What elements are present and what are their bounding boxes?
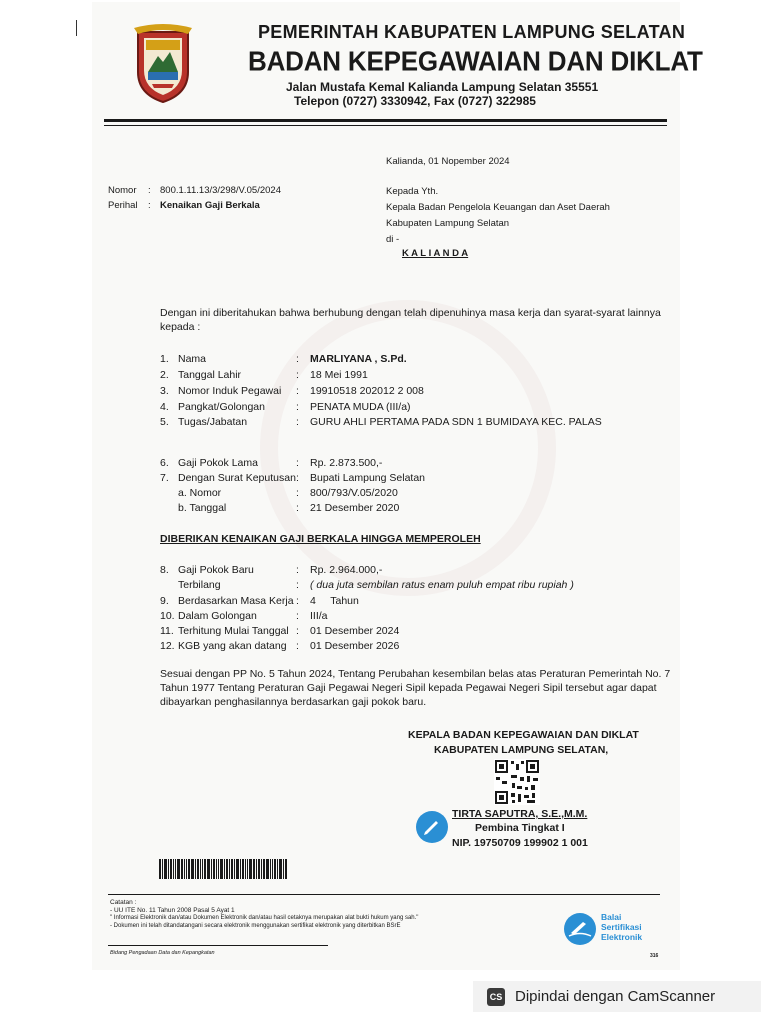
field-row: 3. Nomor Induk Pegawai : 19910518 202012 2 008 (160, 385, 424, 397)
bsre-label-2: Sertifikasi (601, 922, 642, 932)
field-row: 4. Pangkat/Golongan : PENATA MUDA (III/a) (160, 401, 411, 413)
signatory-name: TIRTA SAPUTRA, S.E.,M.M. (452, 808, 588, 820)
field-row: a. Nomor : 800/793/V.05/2020 (178, 487, 398, 499)
pen-signature-icon (422, 817, 442, 837)
header-government-name: PEMERINTAH KABUPATEN LAMPUNG SELATAN (258, 22, 686, 42)
field-row: Terbilang : ( dua juta sembilan ratus enam puluh empat ribu rupiah ) (178, 579, 574, 591)
recipient-line-1: Kepada Yth. (386, 186, 439, 197)
field-row: b. Tanggal : 21 Desember 2020 (178, 502, 400, 514)
closing-line-1: Sesuai dengan PP No. 5 Tahun 2024, Tentang Perubahan kesembilan belas atas Peraturan Pemerintah No. 7 (160, 668, 671, 680)
signature-title-1: KEPALA BADAN KEPEGAWAIAN DAN DIKLAT (408, 729, 639, 741)
perihal-label: Perihal (108, 200, 138, 211)
recipient-city: K A L I A N D A (402, 248, 469, 259)
nomor-value: 800.1.11.13/3/298/V.05/2024 (160, 185, 281, 196)
field-row: 7. Dengan Surat Keputusan: Bupati Lampung Selatan (160, 472, 426, 484)
footer-department: Bidang Pengadaan Data dan Kepangkatan (110, 950, 215, 956)
field-row: 11. Terhitung Mulai Tanggal : 01 Desember 2024 (160, 625, 400, 637)
field-row: 12. KGB yang akan datang : 01 Desember 2026 (160, 640, 400, 652)
signatory-nip: NIP. 19750709 199902 1 001 (452, 837, 588, 849)
closing-line-3: dibayarkan penghasilannya berdasarkan gaji pokok baru. (160, 696, 427, 708)
recipient-line-2: Kepala Badan Pengelola Keuangan dan Aset Daerah (386, 202, 610, 213)
notes-divider (108, 894, 660, 895)
field-row: 9. Berdasarkan Masa Kerja : 4 Tahun (160, 595, 359, 607)
signature-title-2: KABUPATEN LAMPUNG SELATAN, (434, 744, 609, 756)
field-row: 10. Dalam Golongan : III/a (160, 610, 328, 622)
footer-divider (108, 945, 328, 946)
notes-heading: Catatan : (110, 899, 137, 906)
signatory-rank: Pembina Tingkat I (475, 822, 565, 834)
field-row: 2. Tanggal Lahir : 18 Mei 1991 (160, 369, 368, 381)
camscanner-badge (473, 981, 761, 1012)
field-row: 8. Gaji Pokok Baru : Rp. 2.964.000,- (160, 564, 383, 576)
notes-line-1: - UU ITE No. 11 Tahun 2008 Pasal 5 Ayat 1 (110, 907, 235, 914)
bsre-label-1: Balai (601, 912, 622, 922)
recipient-line-4: di - (386, 234, 400, 245)
header-address: Jalan Mustafa Kemal Kalianda Lampung Selatan 35551 (286, 80, 599, 94)
intro-line-1: Dengan ini diberitahukan bahwa berhubung dengan telah dipenuhinya masa kerja dan syarat-syarat lainnya (160, 307, 661, 319)
header-phone: Telepon (0727) 3330942, Fax (0727) 322985 (294, 94, 536, 108)
page-code: 316 (650, 953, 659, 959)
regency-emblem-icon (132, 22, 194, 104)
bsre-pen-icon (568, 919, 592, 939)
section-heading: DIBERIKAN KENAIKAN GAJI BERKALA HINGGA MEMPEROLEH (160, 533, 481, 545)
camscanner-icon: CS (487, 988, 505, 1006)
closing-line-2: Tahun 1977 Tentang Peraturan Gaji Pegawai Negeri Sipil kepada Pegawai Negeri Sipil tersebut agar dapat (160, 682, 657, 694)
letter-date: Kalianda, 01 Nopember 2024 (386, 156, 510, 167)
intro-line-2: kepada : (160, 321, 201, 333)
header-rule-thick (104, 119, 667, 122)
qr-code-icon (494, 759, 540, 805)
field-row: 6. Gaji Pokok Lama : Rp. 2.873.500,- (160, 457, 383, 469)
header-rule-thin (104, 125, 667, 126)
field-row: 5. Tugas/Jabatan : GURU AHLI PERTAMA PADA SDN 1 BUMIDAYA KEC. PALAS (160, 416, 602, 428)
watermark-emblem (260, 300, 556, 596)
scan-edge-mark (76, 20, 77, 36)
bsre-label-3: Elektronik (601, 932, 643, 942)
notes-line-2: " Informasi Elektronik dan/atau Dokumen Elektronik dan/atau hasil cetaknya merupakan alat bukti hukum yang sah." (110, 915, 419, 921)
recipient-line-3: Kabupaten Lampung Selatan (386, 218, 510, 229)
camscanner-label: Dipindai dengan CamScanner (515, 988, 716, 1005)
document-barcode (159, 859, 314, 879)
field-row: 1. Nama : MARLIYANA , S.Pd. (160, 353, 407, 365)
header-agency-name: BADAN KEPEGAWAIAN DAN DIKLAT (248, 45, 703, 77)
nomor-label: Nomor (108, 185, 137, 196)
perihal-value: Kenaikan Gaji Berkala (160, 200, 260, 211)
notes-line-3: - Dokumen ini telah ditandatangani secara elektronik menggunakan sertifikat elektronik yang diterbitkan BSrE (110, 923, 401, 929)
nomor-colon: : (148, 185, 151, 196)
perihal-colon: : (148, 200, 151, 211)
